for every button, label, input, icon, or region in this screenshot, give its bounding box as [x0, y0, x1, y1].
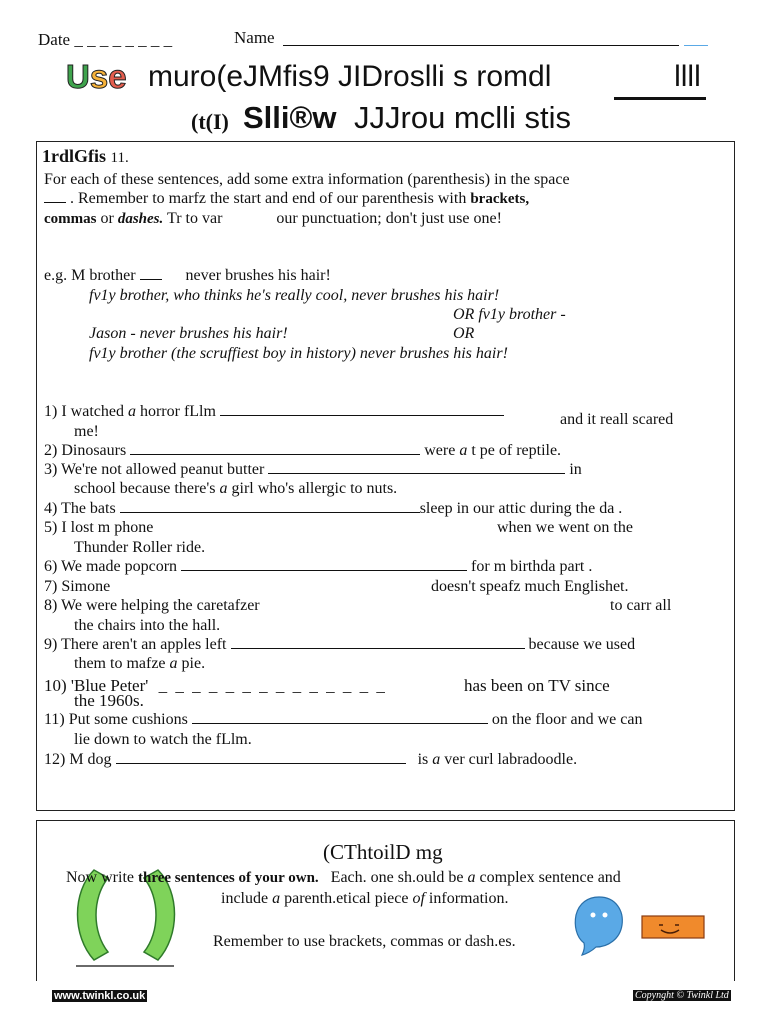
- question-7: 7) Simone: [44, 578, 111, 595]
- question-11-cont: lie down to watch the fLlm.: [74, 731, 252, 748]
- name-field[interactable]: [283, 45, 679, 46]
- question-2: 2) Dinosaurs were a t pe of reptile.: [44, 442, 562, 459]
- page-title-line2-prefix: (t(I): [191, 109, 229, 134]
- page-title-line2-bold: Slli®w: [243, 100, 337, 135]
- question-10-end: has been on TV since: [464, 676, 610, 695]
- page-title-line2-rest: JJJrou mclli stis: [354, 100, 572, 135]
- example-answer-1: fv1y brother, who thinks he's really cool, never brushes his hair!: [89, 287, 500, 304]
- name-field-extension: [684, 45, 708, 46]
- question-9-cont: them to mafze a pie.: [74, 655, 206, 672]
- question-9: 9) There aren't an apples left because we used: [44, 636, 636, 653]
- answer-field-1[interactable]: [220, 414, 504, 416]
- example-or-2: OR: [453, 325, 475, 342]
- dash-icon: [641, 915, 705, 939]
- question-10-cont: the 1960s.: [74, 691, 144, 710]
- question-3: 3) We're not allowed peanut butter in: [44, 461, 582, 478]
- question-1-end: and it reall scared: [560, 411, 674, 428]
- answer-field-2[interactable]: [130, 453, 420, 455]
- answer-field-9[interactable]: [231, 647, 525, 649]
- page-title-line1: muro(eJMfis9 JIDroslli s romdl llll: [148, 60, 701, 93]
- use-logo: Use: [66, 58, 127, 95]
- question-7-end: doesn't speafz much Englishet.: [431, 578, 629, 595]
- instructions-line1: For each of these sentences, add some extra information (parenthesis) in the space: [44, 171, 570, 188]
- instructions-line2: . Remember to marfz the start and end of our parenthesis with brackets,: [44, 190, 529, 208]
- question-11: 11) Put some cushions on the floor and we can: [44, 711, 643, 728]
- footer-website-link[interactable]: www.twinkl.co.uk: [54, 990, 146, 1002]
- example-answer-3: fv1y brother (the scruffiest boy in history) never brushes his hair!: [89, 345, 508, 362]
- challenge-line2: include a parenth.etical piece of information.: [221, 890, 509, 907]
- question-8-end: to carr all: [610, 597, 672, 614]
- answer-field-10[interactable]: _ _ _ _ _ _ _ _ _ _ _ _ _ _: [158, 676, 387, 695]
- challenge-line3: Remember to use brackets, commas or dash.es.: [213, 933, 516, 950]
- question-12: 12) M dog is a ver curl labradoodle.: [44, 751, 578, 768]
- question-4: 4) The bats sleep in our attic during the da .: [44, 500, 623, 517]
- question-10: 10) 'Blue Peter' _ _ _ _ _ _ _ _ _ _ _ _ _ _: [44, 676, 387, 695]
- answer-field-3[interactable]: [268, 472, 565, 474]
- answer-field-11[interactable]: [192, 722, 488, 724]
- question-5: 5) I lost m phone: [44, 519, 154, 536]
- question-8-cont: the chairs into the hall.: [74, 617, 221, 634]
- question-1-cont: me!: [74, 423, 99, 440]
- challenge-title: (CThtoilD mg: [323, 840, 443, 864]
- footer-copyright: Copynght © Twinkl Ltd: [635, 990, 729, 1001]
- task-heading: 1rdlGfis 11.: [42, 146, 129, 166]
- answer-field-12[interactable]: [116, 762, 406, 764]
- answer-field-6[interactable]: [181, 569, 467, 571]
- question-8: 8) We were helping the caretafzer: [44, 597, 260, 614]
- example-prompt: e.g. M brother never brushes his hair!: [44, 267, 331, 284]
- date-blanks[interactable]: _ _ _ _ _ _ _ _: [74, 30, 173, 49]
- question-5-end: when we went on the: [497, 519, 633, 536]
- example-or-1: OR fv1y brother -: [453, 306, 566, 323]
- question-5-cont: Thunder Roller ride.: [74, 539, 206, 556]
- name-label: Name: [234, 28, 275, 47]
- instructions-line3: commas or dashes. Tr to var our punctuation; don't just use one!: [44, 210, 502, 227]
- speech-bubble-icon: [570, 893, 628, 957]
- question-1: 1) I watched a horror fLlm: [44, 403, 504, 421]
- challenge-line1: Now write three sentences of your own. Each. one sh.ould be a complex sentence and: [66, 869, 621, 886]
- answer-field-4[interactable]: [120, 511, 420, 513]
- example-answer-2: Jason - never brushes his hair!: [89, 325, 288, 342]
- question-6: 6) We made popcorn for m birthda part .: [44, 558, 593, 575]
- date-label: Date _ _ _ _ _ _ _ _: [38, 30, 173, 49]
- title-underline: [614, 97, 706, 100]
- question-3-cont: school because there's a girl who's allergic to nuts.: [74, 480, 398, 497]
